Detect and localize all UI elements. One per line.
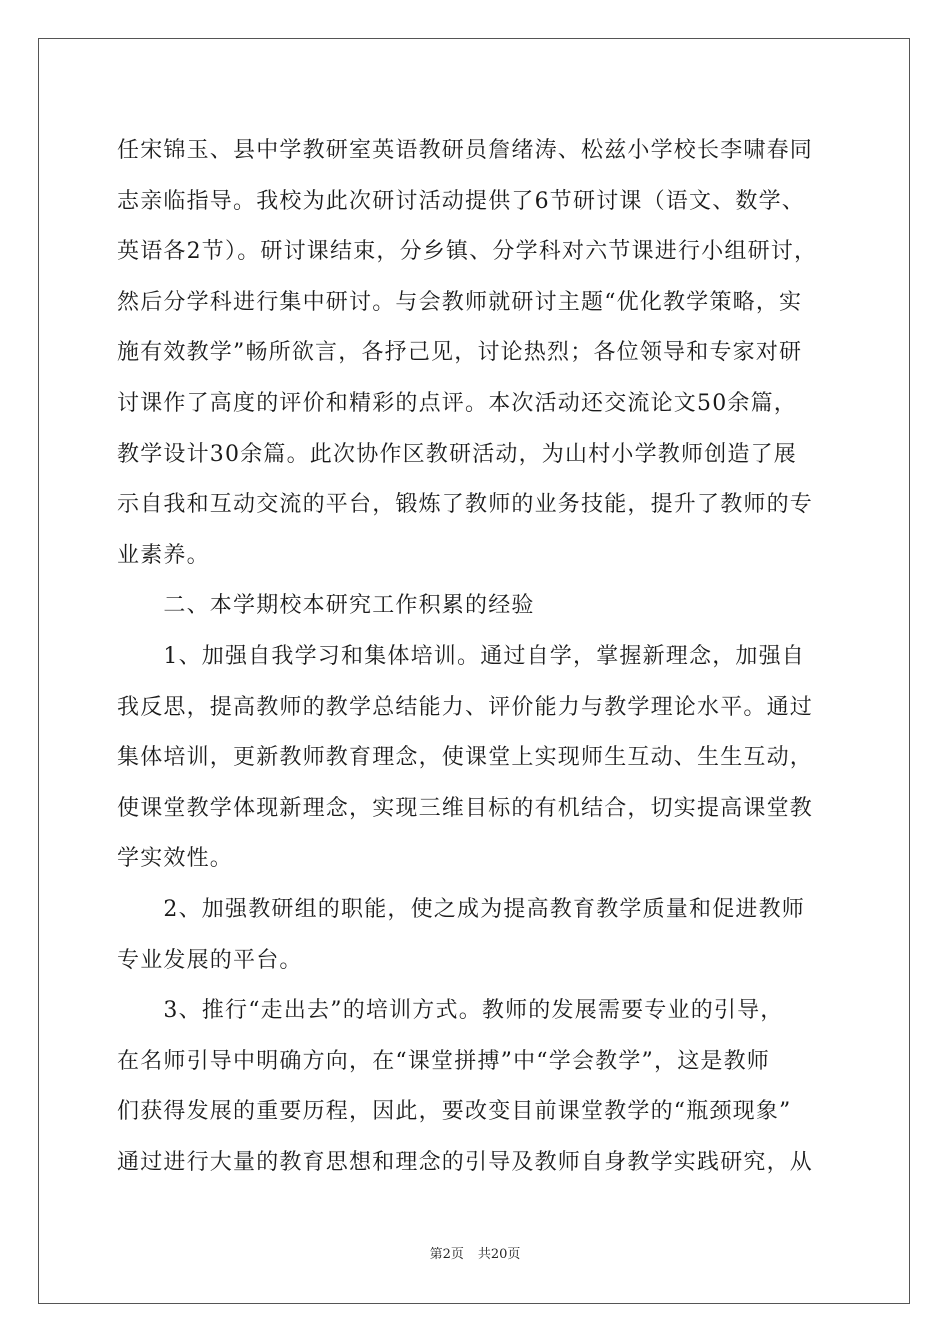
document-body <box>117 126 857 1188</box>
text-line: 任宋锦玉、县中学教研室英语教研员詹绪涛、松兹小学校长李啸春同 <box>117 138 814 163</box>
text-line: 学实效性。 <box>117 846 234 872</box>
text-line: 2、加强教研组的职能，使之成为提高教育教学质量和促进教师 <box>117 896 805 922</box>
page-footer <box>0 1243 950 1262</box>
text-line: 然后分学科进行集中研讨。与会教师就研讨主题“优化教学策略，实 <box>117 289 803 315</box>
page-total: 共20页 <box>477 1247 521 1262</box>
text-line: 1、加强自我学习和集体培训。通过自学，掌握新理念，加强自 <box>117 643 805 669</box>
text-line: 使课堂教学体现新理念，实现三维目标的有机结合，切实提高课堂教 <box>117 795 814 821</box>
text-line: 通过进行大量的教育思想和理念的引导及教师自身教学实践研究，从 <box>117 1149 814 1175</box>
text-line: 在名师引导中明确方向，在“课堂拼搏”中“学会教学”，这是教师 <box>117 1048 770 1074</box>
page-number: 第2页 <box>429 1247 464 1262</box>
text-line: 教学设计30余篇。此次协作区教研活动，为山村小学教师创造了展 <box>117 441 797 467</box>
text-line: 集体培训，更新教师教育理念，使课堂上实现师生互动、生生互动， <box>117 745 814 771</box>
text-line: 讨课作了高度的评价和精彩的点评。本次活动还交流论文50余篇， <box>117 390 797 416</box>
text-line: 3、推行“走出去”的培训方式。教师的发展需要专业的引导， <box>117 998 784 1024</box>
text-line: 我反思，提高教师的教学总结能力、评价能力与教学理论水平。通过 <box>117 694 814 720</box>
text-line: 示自我和互动交流的平台，锻炼了教师的业务技能，提升了教师的专 <box>117 492 814 518</box>
text-line: 英语各2节）。研讨课结束，分乡镇、分学科对六节课进行小组研讨， <box>117 239 818 265</box>
text-line: 施有效教学”畅所欲言，各抒己见，讨论热烈；各位领导和专家对研 <box>117 340 803 366</box>
text-line: 业素养。 <box>117 542 210 568</box>
section-heading: 二、本学期校本研究工作积累的经验 <box>117 593 535 619</box>
text-line: 们获得发展的重要历程，因此，要改变目前课堂教学的“瓶颈现象” <box>117 1099 792 1125</box>
text-line: 志亲临指导。我校为此次研讨活动提供了6节研讨课（语文、数学、 <box>117 188 805 214</box>
text-line: 专业发展的平台。 <box>117 947 303 973</box>
